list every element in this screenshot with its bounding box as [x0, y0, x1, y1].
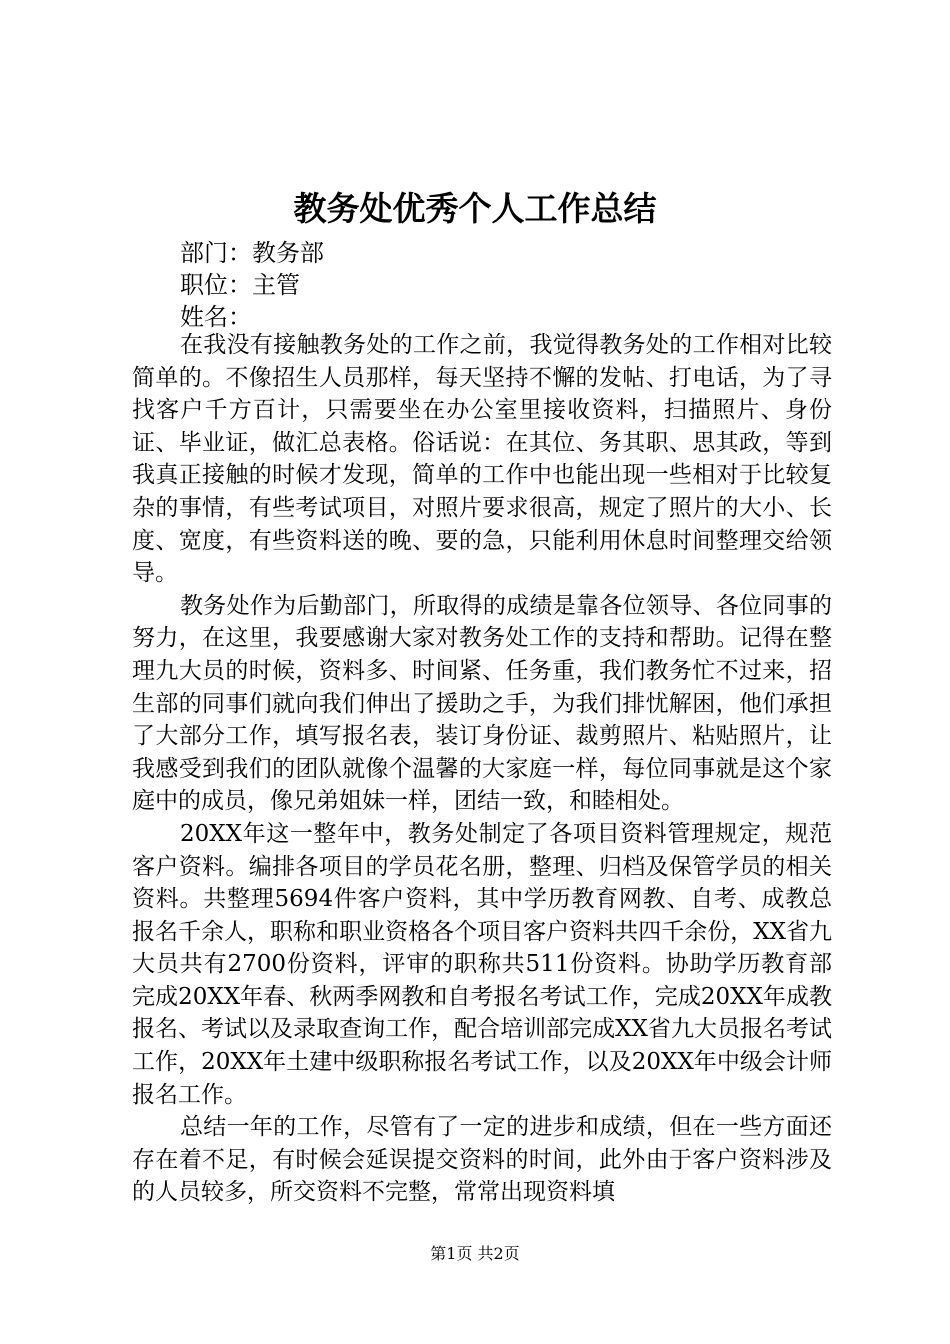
page-number-footer: 第1页 共2页	[430, 1244, 520, 1263]
paragraph-3: 20XX年这一整年中，教务处制定了各项目资料管理规定，规范客户资料。编排各项目的学员花名册，整理、归档及保管学员的相关资料。共整理5694件客户资料，其中学历教育网教、自考、成教总报名千余人，职称和职业资格各个项目客户资料共四千余份，XX省九大员共有2700份资料，评审的职称共511份资料。协助学历教育部完成20XX年春、秋两季网教和自考报名考试工作，完成20XX年成教报名、考试以及录取查询工作，配合培训部完成XX省九大员报名考试工作，20XX年土建中级职称报名考试工作，以及20XX年中级会计师报名工作。	[132, 820, 832, 1108]
paragraph-4: 总结一年的工作，尽管有了一定的进步和成绩，但在一些方面还存在着不足，有时候会延误提交资料的时间，此外由于客户资料涉及的人员较多，所交资料不完整，常常出现资料填	[132, 1114, 832, 1206]
paragraph-2: 教务处作为后勤部门，所取得的成绩是靠各位领导、各位同事的努力，在这里，我要感谢大家对教务处工作的支持和帮助。记得在整理九大员的时候，资料多、时间紧、任务重，我们教务忙不过来，招生部的同事们就向我们伸出了援助之手，为我们排忧解困，他们承担了大部分工作，填写报名表，装订身份证、裁剪照片、粘贴照片，让我感受到我们的团队就像个温馨的大家庭一样，每位同事就是这个家庭中的成员，像兄弟姐妹一样，团结一致，和睦相处。	[132, 592, 832, 815]
document-title: 教务处优秀个人工作总结	[293, 189, 657, 228]
department-line: 部门：教务部	[180, 239, 324, 267]
document-body	[132, 329, 832, 1209]
position-line: 职位：主管	[180, 271, 300, 299]
paragraph-1: 在我没有接触教务处的工作之前，我觉得教务处的工作相对比较简单的。不像招生人员那样，每天坚持不懈的发帖、打电话，为了寻找客户千方百计，只需要坐在办公室里接收资料，扫描照片、身份证、毕业证，做汇总表格。俗话说：在其位、务其职、思其政，等到我真正接触的时候才发现，简单的工作中也能出现一些相对于比较复杂的事情，有些考试项目，对照片要求很高，规定了照片的大小、长度、宽度，有些资料送的晚、要的急，只能利用休息时间整理交给领导。	[132, 332, 832, 587]
name-line: 姓名：	[180, 303, 252, 331]
